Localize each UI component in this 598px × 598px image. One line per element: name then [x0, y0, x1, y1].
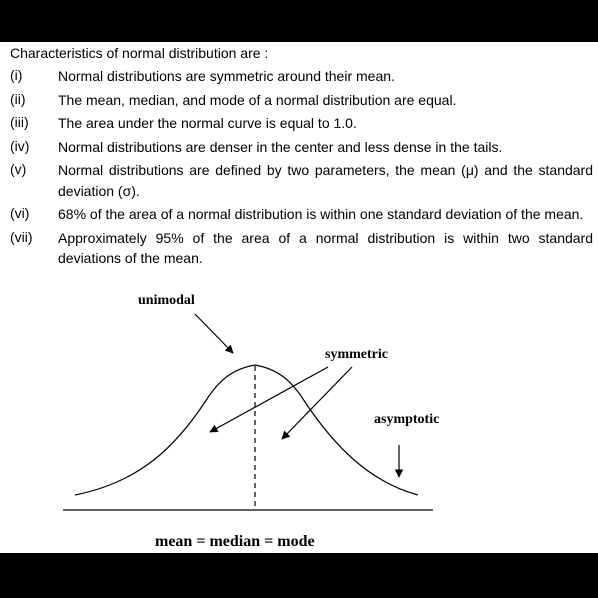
list-item-number: (vii) [10, 228, 33, 245]
list-item-text: Normal distributions are defined by two parameters, the mean (μ) and the standard deviation (σ). [58, 162, 593, 199]
symmetric-arrow-right [282, 367, 352, 439]
list-item-text: Normal distributions are denser in the center and less dense in the tails. [58, 138, 503, 155]
list-item-number: (ii) [10, 90, 26, 107]
list-item-text: The area under the normal curve is equal to 1.0. [58, 115, 357, 131]
asymptotic-label: asymptotic [374, 412, 440, 427]
bell-curve [75, 365, 418, 495]
list-item-text: Approximately 95% of the area of a normal distribution is within two standard deviations of the mean. [58, 229, 593, 266]
list-item-number: (iii) [10, 114, 29, 130]
list-item-number: (v) [10, 161, 27, 177]
list-item-text: The mean, median, and mode of a normal distribution are equal. [58, 91, 457, 108]
document-page [0, 42, 598, 553]
list-item-text: Normal distributions are symmetric around their mean. [58, 68, 395, 84]
symmetric-label: symmetric [325, 347, 388, 362]
list-item-text: 68% of the area of a normal distribution is within one standard deviation of the mean. [58, 206, 584, 222]
unimodal-arrow [195, 314, 233, 353]
normal-curve-diagram [0, 42, 598, 553]
list-item-number: (iv) [10, 137, 30, 154]
list-heading: Characteristics of normal distribution are : [10, 45, 269, 61]
mean-median-mode-label: mean = median = mode [155, 533, 315, 550]
list-item-number: (i) [10, 67, 23, 83]
list-item-number: (vi) [10, 205, 30, 221]
unimodal-label: unimodal [138, 293, 195, 308]
normal-curve-figure [0, 42, 598, 553]
